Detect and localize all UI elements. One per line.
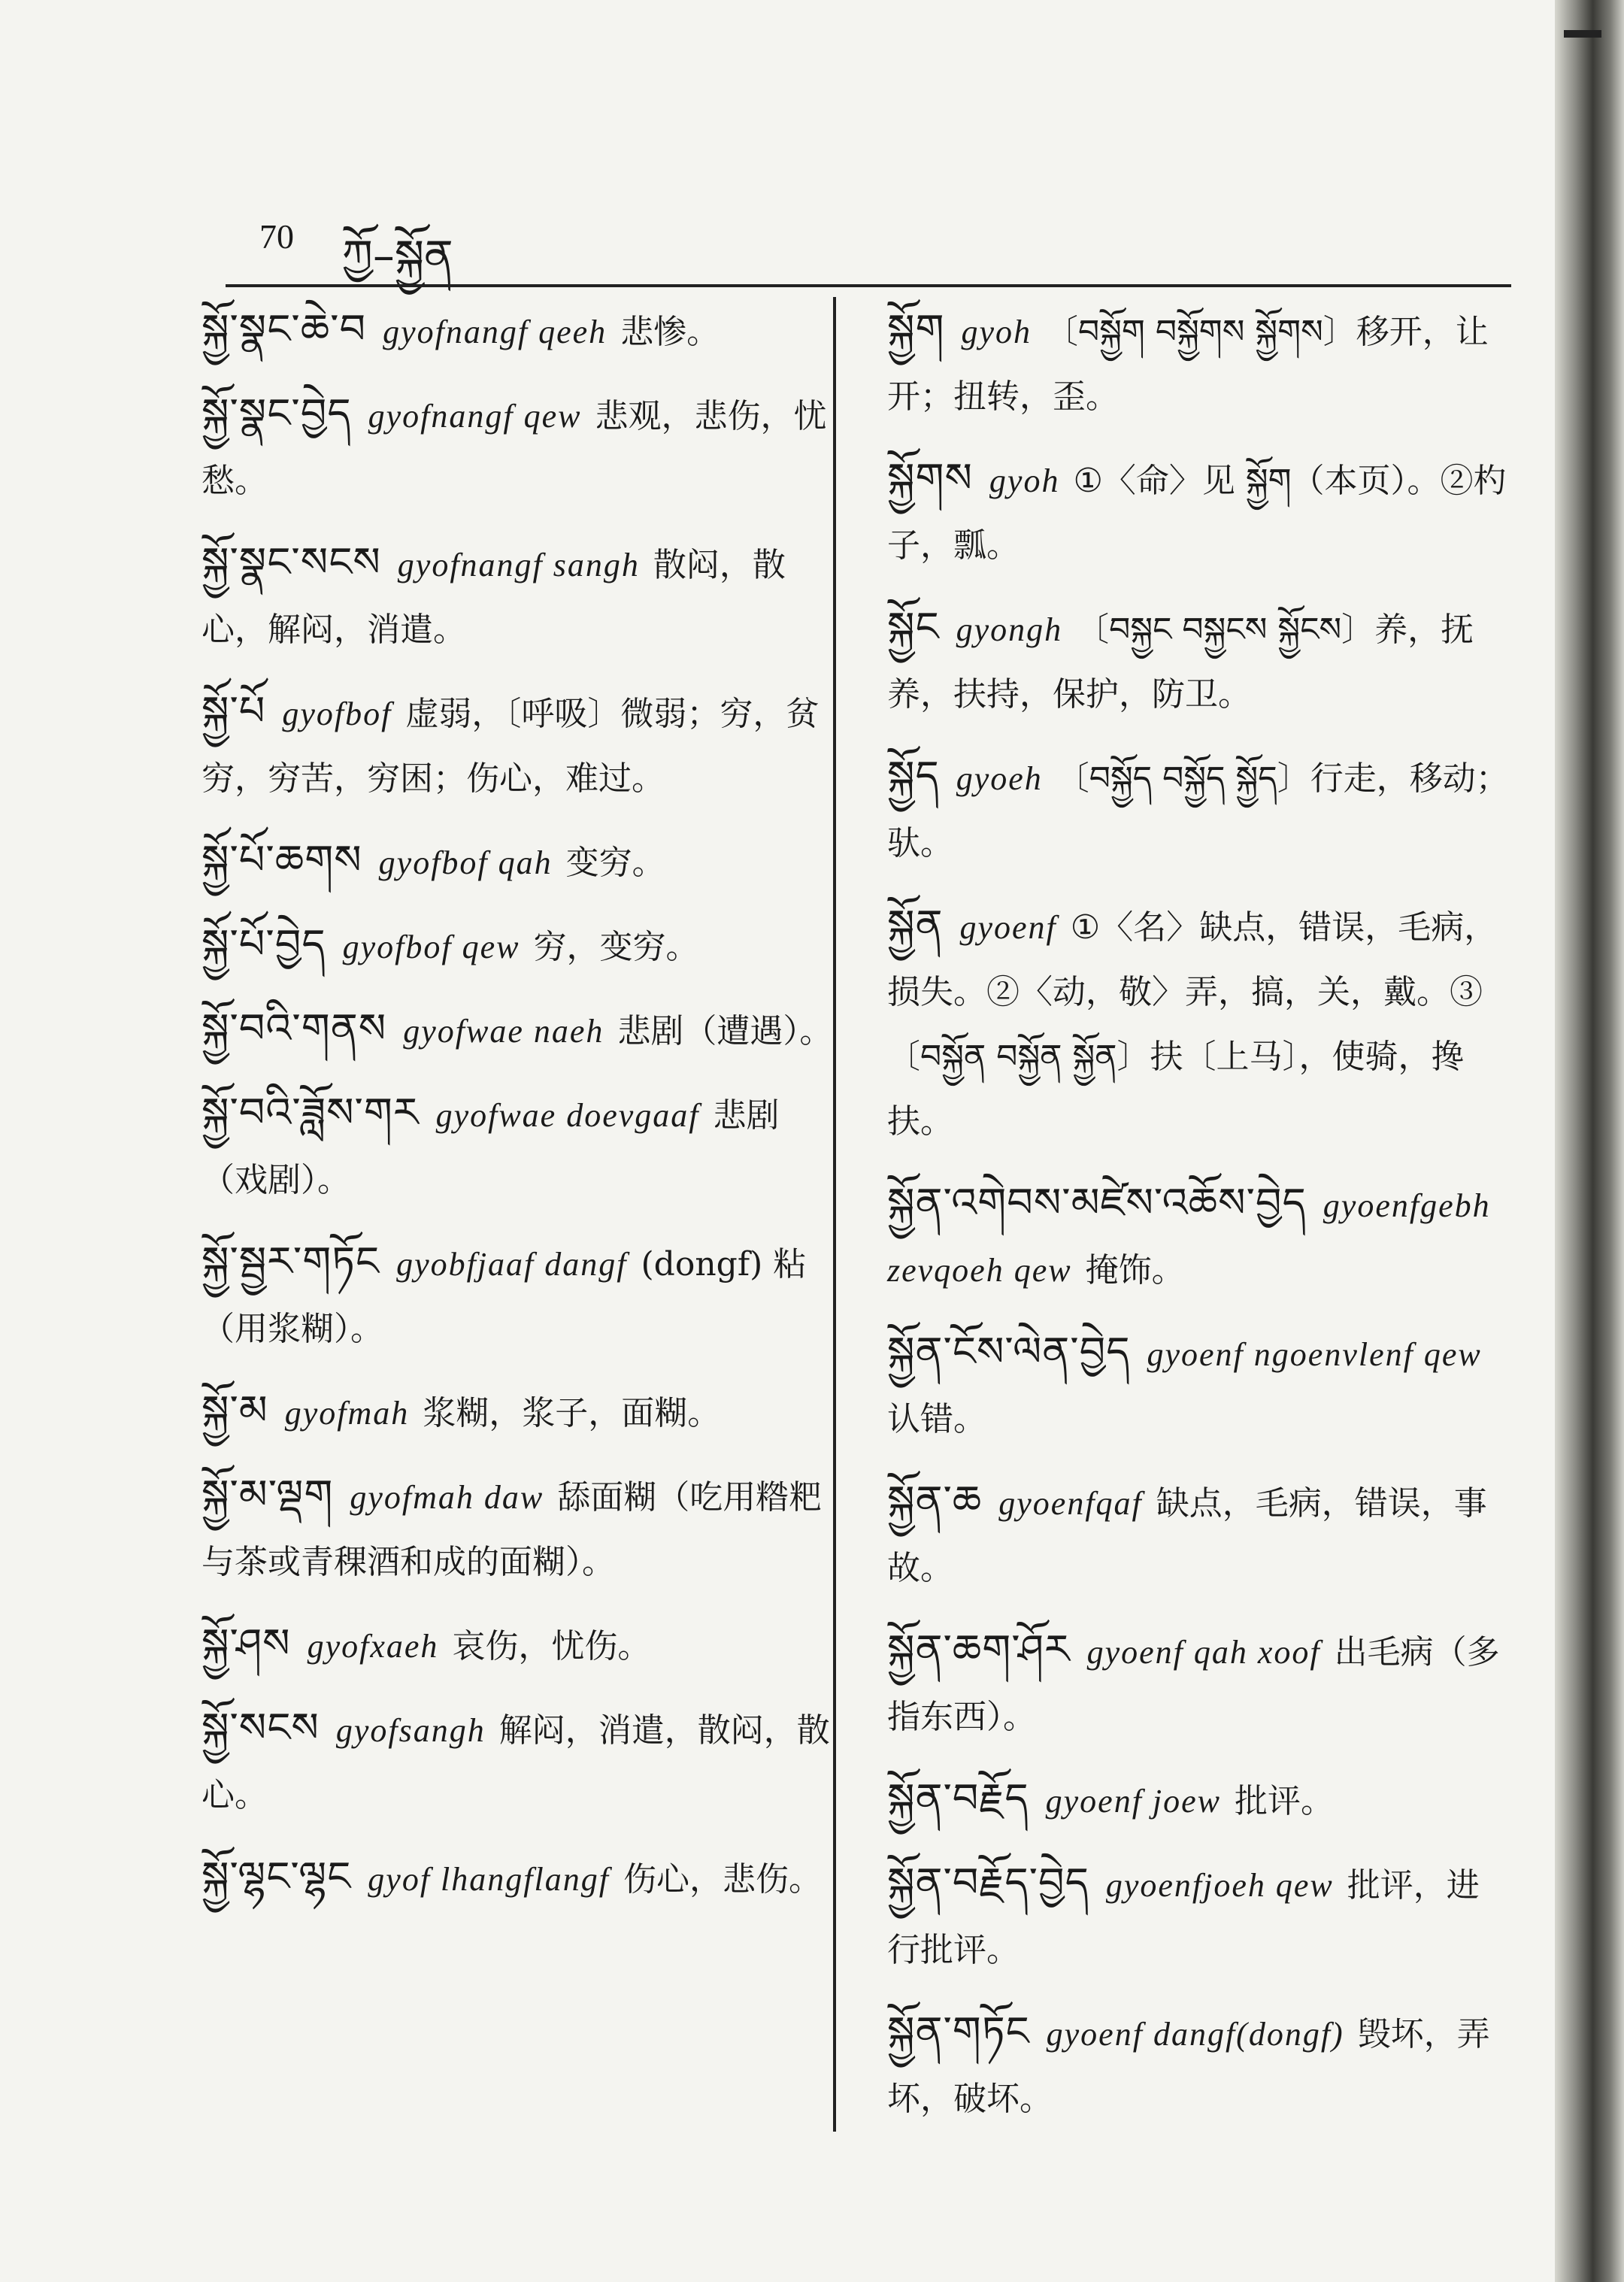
entry-headword: སྐྱོ་པོ xyxy=(201,687,266,735)
entry-headword: སྐྱོ་པོ་ཆགས xyxy=(201,836,362,883)
entry-romanization: gyofwae naeh xyxy=(403,1013,604,1050)
entry-definition: 出毛病（多指东西）。 xyxy=(887,1633,1500,1736)
entry-definition: 伤心，悲伤。 xyxy=(623,1860,822,1899)
entry-headword: སྐྱོ་སྣང་སངས xyxy=(201,538,381,586)
left-column xyxy=(201,297,833,1929)
dictionary-entry xyxy=(887,1468,1511,1601)
entry-headword: སྐྱོན་ཆ xyxy=(887,1477,983,1524)
dictionary-entry xyxy=(201,1080,833,1213)
dictionary-entry xyxy=(887,1850,1511,1983)
dictionary-entry xyxy=(887,1171,1511,1303)
dictionary-entry xyxy=(887,1320,1511,1452)
entry-romanization: gyofbof qah xyxy=(378,844,553,881)
entry-headword: སྐྱོང xyxy=(887,603,940,650)
entry-definition: (dongf) 粘（用浆糊）。 xyxy=(201,1245,807,1348)
entry-definition: 悲惨。 xyxy=(620,313,720,351)
book-spine-edge xyxy=(1555,0,1624,2282)
entry-romanization: gyof lhangflangf xyxy=(368,1861,610,1898)
entry-definition: ①〈命〉见 སྐྱོག（本页）。②杓子，瓢。 xyxy=(887,462,1507,565)
entry-definition: 〔བསྐྱང བསྐྱངས སྐྱོངས〕养，抚养，扶持，保护，防卫。 xyxy=(887,611,1474,714)
entry-romanization: gyofxaeh xyxy=(307,1628,439,1665)
entry-definition: 悲剧（遭遇）。 xyxy=(617,1012,833,1050)
dictionary-entry xyxy=(887,1766,1511,1834)
entry-headword: སྐྱོ་བའི་གནས xyxy=(201,1005,387,1052)
entry-romanization: gyoenf ngoenvlenf qew xyxy=(1147,1336,1482,1373)
dictionary-entry xyxy=(201,679,833,811)
entry-romanization: gyofmah xyxy=(284,1395,410,1432)
entry-definition: 穷，变穷。 xyxy=(533,928,699,966)
entry-headword: སྐྱོད xyxy=(887,752,940,799)
entry-romanization: gyofnangf sangh xyxy=(397,547,640,583)
entry-headword: སྐྱོ་ཤས xyxy=(201,1620,291,1667)
entry-romanization: gyoenf joew xyxy=(1045,1783,1222,1820)
dictionary-entry xyxy=(887,446,1511,578)
entry-headword: སྐྱོག xyxy=(887,305,945,353)
dictionary-entry xyxy=(201,1229,833,1362)
entry-romanization: gyoenf dangf(dongf) xyxy=(1046,2016,1344,2053)
entry-romanization: gyoenf qah xoof xyxy=(1086,1634,1321,1671)
entry-definition: 虚弱，〔呼吸〕微弱；穷，贫穷，穷苦，穷困；伤心，难过。 xyxy=(201,695,820,798)
entry-definition: 批评，进行批评。 xyxy=(887,1866,1480,1969)
dictionary-entry xyxy=(201,828,833,896)
page-number: 70 xyxy=(259,217,294,256)
entry-definition: 〔བསྐྱོག བསྐྱོགས སྐྱོགས〕移开，让开；扭转，歪。 xyxy=(887,313,1489,416)
entry-romanization: gyoenfgebh zevqoeh qew xyxy=(887,1187,1491,1289)
entry-headword: སྐྱོ་མ་ལྡག xyxy=(201,1471,334,1518)
entry-definition: 哀伤，忧伤。 xyxy=(452,1627,651,1665)
entry-definition: 变穷。 xyxy=(565,844,665,882)
entry-romanization: gyoh xyxy=(989,462,1060,499)
entry-romanization: gyongh xyxy=(956,611,1063,648)
entry-definition: 〔བསྐྱོད བསྐྱོད སྐྱོད〕行走，移动；驮。 xyxy=(887,759,1509,862)
entry-definition: 舔面糊（吃用糌粑与茶或青稞酒和成的面糊）。 xyxy=(201,1478,823,1581)
entry-headword: སྐྱོན་ཆག་ཤོར xyxy=(887,1626,1071,1673)
header-rule xyxy=(226,284,1511,287)
dictionary-entry xyxy=(887,892,1511,1154)
column-divider xyxy=(833,297,836,2132)
dictionary-entry xyxy=(201,912,833,980)
entry-definition: 散闷，散心，解闷，消遣。 xyxy=(201,546,786,649)
dictionary-entry xyxy=(887,1617,1511,1750)
entry-definition: 悲剧（戏剧）。 xyxy=(201,1096,780,1199)
entry-headword: སྐྱོན་ངོས་ལེན་བྱེད xyxy=(887,1328,1131,1375)
entry-romanization: gyoenfqaf xyxy=(998,1485,1143,1522)
dictionary-entry xyxy=(201,1696,833,1828)
entry-definition: 缺点，毛病，错误，事故。 xyxy=(887,1484,1487,1587)
entry-headword: སྐྱོགས xyxy=(887,454,973,502)
entry-definition: 掩饰。 xyxy=(1085,1251,1185,1289)
dictionary-entry xyxy=(201,297,833,365)
entry-definition: 毁坏，弄坏，破坏。 xyxy=(887,2015,1490,2118)
entry-headword: སྐྱོ་སྦྱར་གཏོང xyxy=(201,1238,380,1285)
entry-definition: 浆糊，浆子，面糊。 xyxy=(423,1394,721,1432)
entry-romanization: gyofnangf qeeh xyxy=(383,314,607,350)
entry-headword: སྐྱོན་བརྗོད xyxy=(887,1774,1029,1822)
entry-headword: སྐྱོ་སྣང་ཆེ་བ xyxy=(201,305,367,353)
entry-romanization: gyoeh xyxy=(956,760,1043,797)
entry-headword: སྐྱོན་འགེབས་མཛེས་འཆོས་བྱེད xyxy=(887,1179,1307,1226)
entry-romanization: gyofbof qew xyxy=(342,929,520,965)
dictionary-entry xyxy=(201,1462,833,1595)
dictionary-entry xyxy=(201,996,833,1064)
entry-headword: སྐྱོ་སངས xyxy=(201,1704,320,1751)
entry-headword: སྐྱོན་བརྗོད་བྱེད xyxy=(887,1859,1089,1906)
entry-headword: སྐྱོ་སྣང་བྱེད xyxy=(201,389,352,437)
dictionary-entry xyxy=(201,1378,833,1446)
entry-romanization: gyoh xyxy=(961,314,1032,350)
dictionary-entry xyxy=(887,744,1511,876)
entry-romanization: gyofmah daw xyxy=(350,1479,544,1516)
entry-romanization: gyofnangf qew xyxy=(368,398,582,435)
entry-headword: སྐྱོ་མ xyxy=(201,1386,268,1434)
dictionary-entry xyxy=(201,1844,833,1912)
entry-headword: སྐྱོ་བའི་ཟློས་གར xyxy=(201,1089,420,1136)
entry-definition: ①〈名〉缺点，错误，毛病，损失。②〈动，敬〉弄，搞，关，戴。③〔བསྐྱོན བསྐྱོན སྐྱོན〕扶〔上马〕，使骑，搀扶。 xyxy=(887,908,1498,1141)
entry-headword: སྐྱོ་ལྷང་ལྷང xyxy=(201,1853,352,1900)
dictionary-entry xyxy=(201,1611,833,1679)
right-column xyxy=(887,297,1511,2148)
entry-romanization: gyofwae doevgaaf xyxy=(435,1097,700,1134)
dictionary-entry xyxy=(887,595,1511,727)
entry-romanization: gyofsangh xyxy=(335,1712,486,1749)
dictionary-entry xyxy=(887,297,1511,429)
entry-definition: 认错。 xyxy=(887,1400,986,1438)
entry-headword: སྐྱོ་པོ་བྱེད xyxy=(201,920,326,968)
entry-romanization: gyobfjaaf dangf xyxy=(396,1246,628,1283)
entry-definition: 批评。 xyxy=(1235,1782,1335,1820)
entry-romanization: gyoenfjoeh qew xyxy=(1105,1867,1334,1904)
entry-definition: 悲观，悲伤，忧愁。 xyxy=(201,397,827,500)
dictionary-entry xyxy=(201,381,833,514)
entry-romanization: gyofbof xyxy=(282,696,392,732)
entry-headword: སྐྱོན xyxy=(887,901,944,948)
spine-mark xyxy=(1564,30,1601,38)
entry-definition: 解闷，消遣，散闷，散心。 xyxy=(201,1711,830,1814)
entry-romanization: gyoenf xyxy=(959,909,1057,946)
running-head: ཀྱོ–སྐྱོན xyxy=(342,230,453,281)
dictionary-entry xyxy=(887,1999,1511,2132)
entry-headword: སྐྱོན་གཏོང xyxy=(887,2008,1030,2055)
dictionary-entry xyxy=(201,530,833,662)
